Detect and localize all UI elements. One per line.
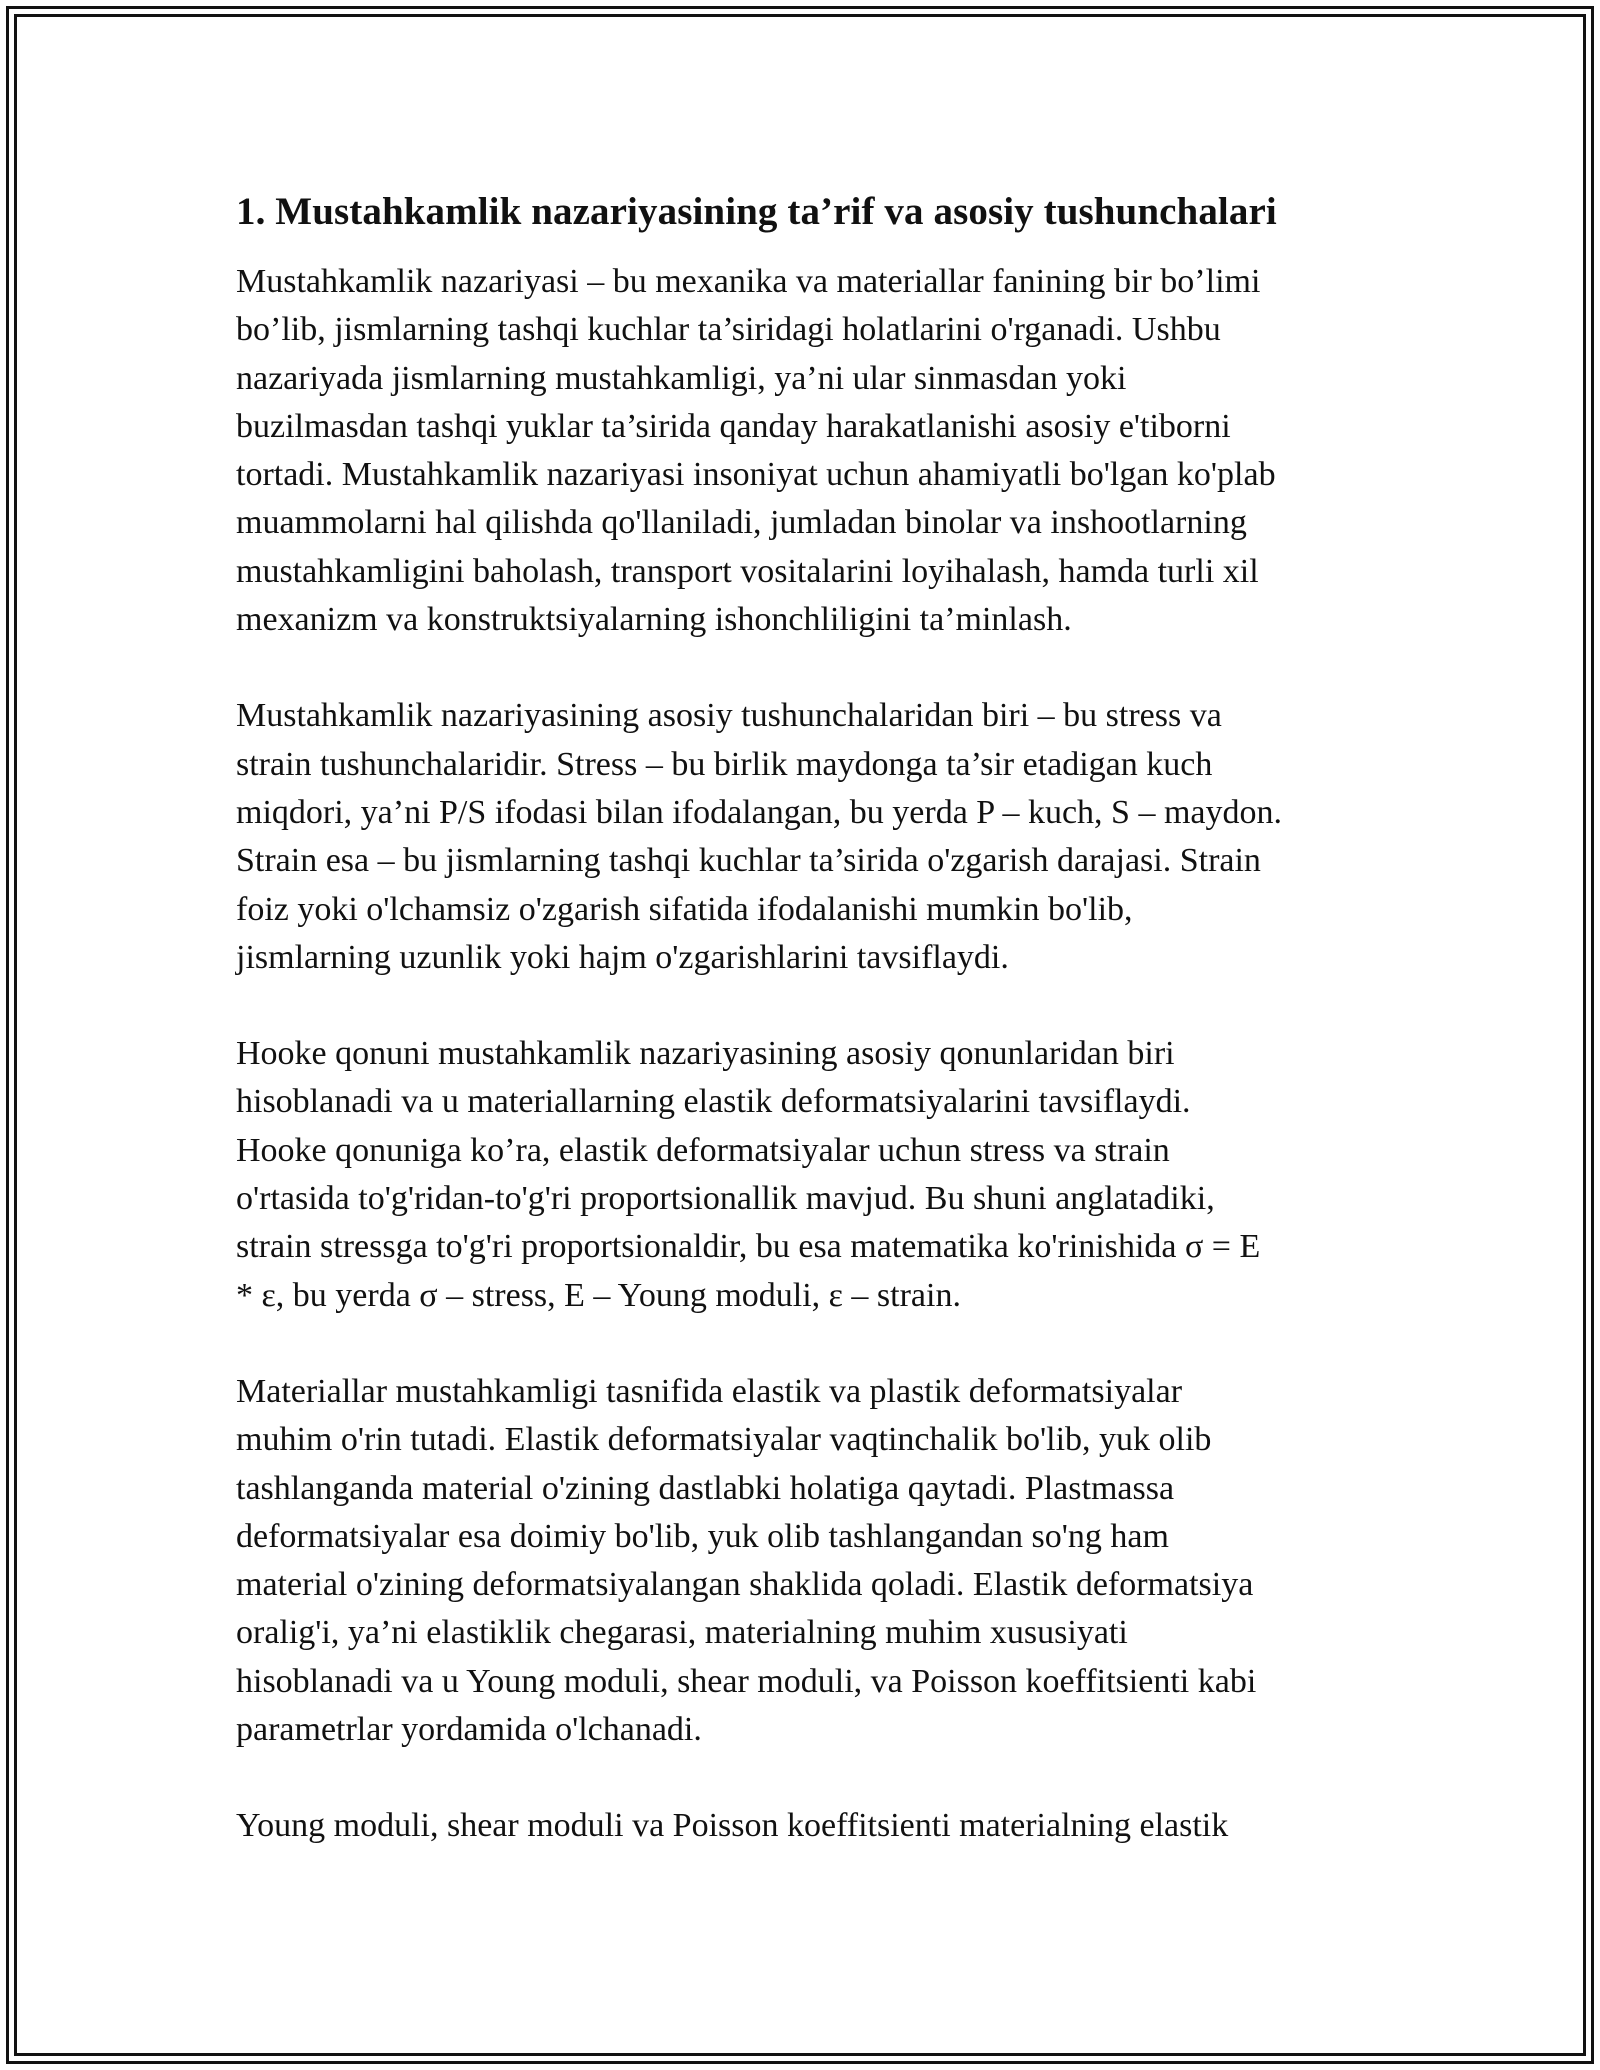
paragraph-deformations	[236, 1368, 1376, 1754]
text-line: foiz yoki o'lchamsiz o'zgarish sifatida ifodalanishi mumkin bo'lib,	[236, 890, 1133, 928]
text-line: deformatsiyalar esa doimiy bo'lib, yuk olib tashlangandan so'ng ham	[236, 1517, 1169, 1555]
text-line: hisoblanadi va u Young moduli, shear moduli, va Poisson koeffitsienti kabi	[236, 1662, 1257, 1700]
text-line: material o'zining deformatsiyalangan shaklida qoladi. Elastik deformatsiya	[236, 1566, 1254, 1604]
text-line: oralig'i, ya’ni elastiklik chegarasi, materialning muhim xususiyati	[236, 1614, 1128, 1652]
paragraph-elastic-constants	[236, 1802, 1376, 1850]
document-body	[236, 186, 1376, 1899]
paragraph-hooke-law	[236, 1030, 1376, 1320]
text-line: muhim o'rin tutadi. Elastik deformatsiyalar vaqtinchalik bo'lib, yuk olib	[236, 1421, 1212, 1459]
text-line: bo’lib, jismlarning tashqi kuchlar ta’siridagi holatlarini o'rganadi. Ushbu	[236, 311, 1221, 349]
text-line: Materiallar mustahkamligi tasnifida elastik va plastik deformatsiyalar	[236, 1372, 1183, 1410]
text-line: Mustahkamlik nazariyasining asosiy tushunchalaridan biri – bu stress va	[236, 697, 1222, 735]
text-line: Hooke qonuni mustahkamlik nazariyasining asosiy qonunlaridan biri	[236, 1035, 1175, 1073]
text-line: miqdori, ya’ni P/S ifodasi bilan ifodalangan, bu yerda P – kuch, S – maydon.	[236, 793, 1282, 831]
text-line: jismlarning uzunlik yoki hajm o'zgarishlarini tavsiflaydi.	[236, 938, 1009, 976]
text-line: strain tushunchalaridir. Stress – bu birlik maydonga ta’sir etadigan kuch	[236, 745, 1213, 783]
text-line: nazariyada jismlarning mustahkamligi, ya’ni ular sinmasdan yoki	[236, 359, 1127, 397]
text-line: parametrlar yordamida o'lchanadi.	[236, 1711, 702, 1749]
text-line: tashlanganda material o'zining dastlabki holatiga qaytadi. Plastmassa	[236, 1469, 1175, 1507]
text-line: hisoblanadi va u materiallarning elastik deformatsiyalarini tavsiflaydi.	[236, 1083, 1191, 1121]
text-line: muammolarni hal qilishda qo'llaniladi, jumladan binolar va inshootlarning	[236, 504, 1247, 542]
text-line: Hooke qonuniga ko’ra, elastik deformatsiyalar uchun stress va strain	[236, 1131, 1170, 1169]
text-line: Mustahkamlik nazariyasi – bu mexanika va materiallar fanining bir bo’limi	[236, 263, 1261, 300]
text-line: tortadi. Mustahkamlik nazariyasi insoniyat uchun ahamiyatli bo'lgan ko'plab	[236, 456, 1276, 494]
text-line: mustahkamligini baholash, transport vositalarini loyihalash, hamda turli xil	[236, 552, 1259, 590]
text-line: strain stressga to'g'ri proportsionaldir, bu esa matematika ko'rinishida σ = E	[236, 1228, 1261, 1266]
paragraph-definition	[236, 258, 1376, 644]
text-line: o'rtasida to'g'ridan-to'g'ri proportsionallik mavjud. Bu shuni anglatadiki,	[236, 1180, 1215, 1218]
text-line: Young moduli, shear moduli va Poisson koeffitsienti materialning elastik	[236, 1807, 1229, 1845]
text-line: buzilmasdan tashqi yuklar ta’sirida qanday harakatlanishi asosiy e'tiborni	[236, 407, 1231, 445]
text-line: * ε, bu yerda σ – stress, E – Young moduli, ε – strain.	[236, 1276, 961, 1314]
section-heading: 1. Mustahkamlik nazariyasining ta’rif va asosiy tushunchalari	[236, 190, 1277, 233]
text-line: Strain esa – bu jismlarning tashqi kuchlar ta’sirida o'zgarish darajasi. Strain	[236, 842, 1261, 880]
text-line: mexanizm va konstruktsiyalarning ishonchliligini ta’minlash.	[236, 601, 1072, 639]
paragraph-stress-strain	[236, 692, 1376, 982]
